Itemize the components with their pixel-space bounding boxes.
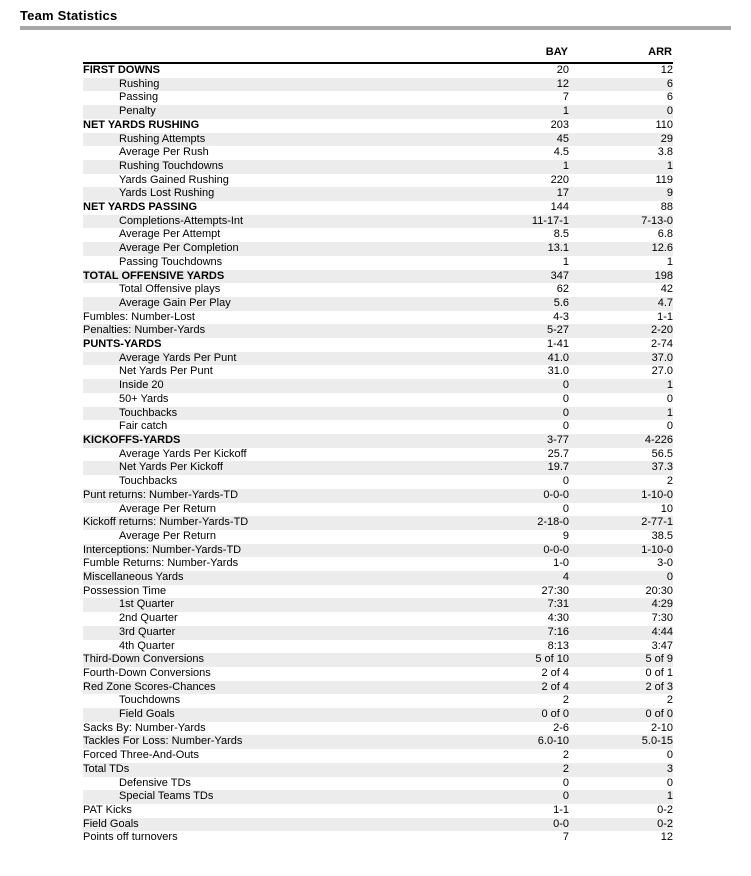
stat-value-arr: 4-226 xyxy=(644,433,673,446)
stat-value-bay: 2-6 xyxy=(553,721,569,734)
stat-value-arr: 12 xyxy=(660,831,673,844)
table-row xyxy=(83,434,673,448)
stat-value-arr: 0 xyxy=(666,420,673,433)
stat-value-arr: 38.5 xyxy=(651,529,673,542)
stat-label: Average Per Return xyxy=(119,529,217,542)
stat-value-bay: 4 xyxy=(562,571,569,584)
stat-value-arr: 3.8 xyxy=(657,146,673,159)
stat-value-arr: 27.0 xyxy=(651,365,673,378)
stat-value-arr: 0-2 xyxy=(657,803,673,816)
table-row xyxy=(83,105,673,119)
stat-value-bay: 5.6 xyxy=(553,296,569,309)
table-row xyxy=(83,708,673,722)
stat-value-bay: 203 xyxy=(550,118,569,131)
stat-value-bay: 7:16 xyxy=(547,625,569,638)
stat-value-bay: 20 xyxy=(556,64,569,76)
stat-label: Forced Three-And-Outs xyxy=(83,749,199,762)
table-row xyxy=(83,749,673,763)
table-row xyxy=(83,653,673,667)
stat-value-arr: 2-10 xyxy=(650,721,673,734)
stat-label: Defensive TDs xyxy=(119,776,191,789)
stat-value-bay: 6.0-10 xyxy=(537,735,569,748)
stat-label: 4th Quarter xyxy=(119,639,175,652)
table-row xyxy=(83,324,673,338)
stat-label: Field Goals xyxy=(119,708,175,721)
table-row xyxy=(83,667,673,681)
table-row xyxy=(83,585,673,599)
stat-value-arr: 2 of 3 xyxy=(645,680,673,693)
stat-label: 50+ Yards xyxy=(119,392,169,405)
stat-value-arr: 20:30 xyxy=(645,584,673,597)
table-row xyxy=(83,352,673,366)
stat-value-bay: 8.5 xyxy=(553,228,569,241)
stat-label: Net Yards Per Kickoff xyxy=(119,461,223,474)
stat-value-arr: 37.3 xyxy=(651,461,673,474)
stat-label: Points off turnovers xyxy=(83,831,178,844)
stat-value-bay: 5-27 xyxy=(546,324,569,337)
table-row xyxy=(83,215,673,229)
stat-label: Average Gain Per Play xyxy=(119,296,231,309)
stat-value-bay: 45 xyxy=(556,132,569,145)
table-row xyxy=(83,297,673,311)
table-row xyxy=(83,777,673,791)
table-row xyxy=(83,78,673,92)
table-row xyxy=(83,270,673,284)
stat-value-arr: 3-0 xyxy=(657,557,673,570)
table-row xyxy=(83,187,673,201)
stat-value-bay: 19.7 xyxy=(547,461,569,474)
stat-label: Rushing Attempts xyxy=(119,132,206,145)
stat-value-arr: 0 xyxy=(666,105,673,118)
table-row xyxy=(83,91,673,105)
stat-value-bay: 0 xyxy=(562,406,569,419)
stat-value-arr: 1 xyxy=(666,159,673,172)
table-row xyxy=(83,763,673,777)
stat-value-bay: 1-0 xyxy=(553,557,569,570)
stat-label: Special Teams TDs xyxy=(119,790,214,803)
stat-label: PUNTS-YARDS xyxy=(83,338,162,351)
stat-value-arr: 6 xyxy=(666,91,673,104)
stat-value-arr: 1 xyxy=(666,255,673,268)
stat-value-bay: 7:31 xyxy=(547,598,569,611)
table-row xyxy=(83,119,673,133)
stat-value-bay: 2 xyxy=(562,762,569,775)
stat-label: Red Zone Scores-Chances xyxy=(83,680,216,693)
stat-value-bay: 0 xyxy=(562,475,569,488)
stat-value-arr: 0 of 0 xyxy=(645,708,673,721)
stat-value-arr: 1-10-0 xyxy=(641,543,673,556)
stat-label: Interceptions: Number-Yards-TD xyxy=(83,543,242,556)
stat-label: Fumble Returns: Number-Yards xyxy=(83,557,239,570)
stat-value-bay: 2-18-0 xyxy=(537,516,569,529)
stat-value-bay: 0 xyxy=(562,502,569,515)
table-row xyxy=(83,160,673,174)
table-row xyxy=(83,379,673,393)
table-row xyxy=(83,311,673,325)
stat-label: Total Offensive plays xyxy=(119,283,221,296)
stat-value-bay: 1 xyxy=(562,255,569,268)
stat-label: Average Yards Per Kickoff xyxy=(119,447,247,460)
stat-value-arr: 0 xyxy=(666,571,673,584)
stat-value-bay: 4:30 xyxy=(547,612,569,625)
stat-value-arr: 5.0-15 xyxy=(641,735,673,748)
stat-value-arr: 37.0 xyxy=(651,351,673,364)
stat-value-bay: 0-0-0 xyxy=(543,488,569,501)
table-row xyxy=(83,735,673,749)
stat-value-bay: 2 of 4 xyxy=(541,666,569,679)
stat-label: Average Per Attempt xyxy=(119,228,221,241)
table-row xyxy=(83,694,673,708)
stat-label: 2nd Quarter xyxy=(119,612,178,625)
stat-value-bay: 220 xyxy=(550,173,569,186)
table-row xyxy=(83,530,673,544)
stat-value-arr: 1-1 xyxy=(657,310,673,323)
stat-label: Passing Touchdowns xyxy=(119,255,223,268)
stat-label: Total TDs xyxy=(83,762,130,775)
table-row xyxy=(83,681,673,695)
stat-label: Passing xyxy=(119,91,159,104)
stat-label: Penalties: Number-Yards xyxy=(83,324,206,337)
table-row xyxy=(83,365,673,379)
team-statistics-page xyxy=(0,8,751,845)
stat-value-arr: 1 xyxy=(666,406,673,419)
stat-label: Possession Time xyxy=(83,584,167,597)
table-row xyxy=(83,557,673,571)
stat-value-arr: 1 xyxy=(666,790,673,803)
stat-label: 1st Quarter xyxy=(119,598,175,611)
stat-value-bay: 25.7 xyxy=(547,447,569,460)
stat-value-arr: 29 xyxy=(660,132,673,145)
stat-value-arr: 2 xyxy=(666,694,673,707)
stat-value-arr: 0 xyxy=(666,392,673,405)
stat-value-bay: 1 xyxy=(562,105,569,118)
table-row xyxy=(83,612,673,626)
stat-value-bay: 27:30 xyxy=(541,584,569,597)
title-divider xyxy=(20,26,731,30)
stat-value-arr: 4.7 xyxy=(657,296,673,309)
stat-label: Fourth-Down Conversions xyxy=(83,666,211,679)
table-row xyxy=(83,283,673,297)
stat-value-arr: 0 xyxy=(666,776,673,789)
stat-value-arr: 1 xyxy=(666,379,673,392)
stat-label: Tackles For Loss: Number-Yards xyxy=(83,735,243,748)
table-row xyxy=(83,407,673,421)
table-row xyxy=(83,242,673,256)
stat-value-bay: 9 xyxy=(562,529,569,542)
table-row xyxy=(83,503,673,517)
stat-value-bay: 13.1 xyxy=(547,242,569,255)
stat-label: KICKOFFS-YARDS xyxy=(83,433,181,446)
stat-value-bay: 2 of 4 xyxy=(541,680,569,693)
stat-label: NET YARDS RUSHING xyxy=(83,118,200,131)
stat-label: 3rd Quarter xyxy=(119,625,176,638)
stat-label: Average Yards Per Punt xyxy=(119,351,237,364)
stat-value-arr: 10 xyxy=(660,502,673,515)
stat-value-arr: 2-74 xyxy=(650,338,673,351)
stat-value-arr: 0-2 xyxy=(657,817,673,830)
stat-value-bay: 41.0 xyxy=(547,351,569,364)
stat-value-bay: 62 xyxy=(556,283,569,296)
stat-value-bay: 8:13 xyxy=(547,639,569,652)
stat-value-bay: 0-0-0 xyxy=(543,543,569,556)
stat-value-arr: 12 xyxy=(660,64,673,76)
stat-label: Third-Down Conversions xyxy=(83,653,205,666)
stat-label: Fair catch xyxy=(119,420,168,433)
table-row xyxy=(83,626,673,640)
table-header-row xyxy=(83,42,673,63)
table-row xyxy=(83,461,673,475)
stat-label: Kickoff returns: Number-Yards-TD xyxy=(83,516,249,529)
stat-value-bay: 144 xyxy=(550,201,569,214)
stat-value-bay: 0 xyxy=(562,420,569,433)
stat-label: Punt returns: Number-Yards-TD xyxy=(83,488,239,501)
stat-label: Rushing xyxy=(119,77,160,90)
stat-value-arr: 4:44 xyxy=(651,625,673,638)
stat-value-bay: 4.5 xyxy=(553,146,569,159)
stat-value-arr: 12.6 xyxy=(651,242,673,255)
table-row xyxy=(83,448,673,462)
table-row xyxy=(83,228,673,242)
table-row xyxy=(83,420,673,434)
stat-value-bay: 11-17-1 xyxy=(531,214,569,227)
table-row xyxy=(83,393,673,407)
stat-label: FIRST DOWNS xyxy=(83,64,160,76)
stat-value-arr: 119 xyxy=(655,173,673,186)
stat-label: Yards Lost Rushing xyxy=(119,187,215,200)
stat-label: Average Per Completion xyxy=(119,242,239,255)
stat-value-bay: 7 xyxy=(562,91,569,104)
stat-value-arr: 6.8 xyxy=(657,228,673,241)
table-row xyxy=(83,256,673,270)
stat-label: Completions-Attempts-Int xyxy=(119,214,244,227)
stat-label: Touchdowns xyxy=(119,694,181,707)
stat-value-bay: 0 xyxy=(562,790,569,803)
stat-label: Average Per Rush xyxy=(119,146,209,159)
stat-value-arr: 2-20 xyxy=(650,324,673,337)
stat-value-arr: 3 xyxy=(666,762,673,775)
table-row xyxy=(83,201,673,215)
table-row xyxy=(83,571,673,585)
stat-value-arr: 3:47 xyxy=(651,639,673,652)
stat-value-arr: 42 xyxy=(660,283,673,296)
stat-value-arr: 1-10-0 xyxy=(641,488,673,501)
table-row xyxy=(83,516,673,530)
stat-value-bay: 2 xyxy=(562,694,569,707)
table-row xyxy=(83,133,673,147)
stat-value-bay: 1-1 xyxy=(553,803,569,816)
stat-value-bay: 1-41 xyxy=(546,338,569,351)
stat-name-column-header xyxy=(83,42,481,63)
table-row xyxy=(83,475,673,489)
table-row xyxy=(83,174,673,188)
table-row xyxy=(83,489,673,503)
stat-value-bay: 4-3 xyxy=(553,310,569,323)
table-row xyxy=(83,146,673,160)
stat-label: NET YARDS PASSING xyxy=(83,201,198,214)
stat-value-bay: 0 xyxy=(562,392,569,405)
stat-label: Average Per Return xyxy=(119,502,217,515)
table-row xyxy=(83,598,673,612)
stat-value-arr: 0 of 1 xyxy=(645,666,673,679)
stat-value-arr: 88 xyxy=(660,201,673,214)
stat-label: Sacks By: Number-Yards xyxy=(83,721,206,734)
stat-label: Fumbles: Number-Lost xyxy=(83,310,195,323)
stat-label: Field Goals xyxy=(83,817,139,830)
stat-value-bay: 0 of 0 xyxy=(541,708,569,721)
stat-value-bay: 0 xyxy=(562,379,569,392)
stat-label: Yards Gained Rushing xyxy=(119,173,229,186)
stat-value-bay: 12 xyxy=(556,77,569,90)
stat-value-arr: 2 xyxy=(666,475,673,488)
stat-value-arr: 4:29 xyxy=(651,598,673,611)
stat-label: Rushing Touchdowns xyxy=(119,159,224,172)
table-row xyxy=(83,640,673,654)
stat-label: PAT Kicks xyxy=(83,803,132,816)
stat-value-bay: 2 xyxy=(562,749,569,762)
stat-value-arr: 198 xyxy=(654,269,673,282)
stat-value-bay: 7 xyxy=(562,831,569,844)
team-statistics-table xyxy=(83,42,673,845)
table-row xyxy=(83,831,673,845)
stat-value-arr: 56.5 xyxy=(651,447,673,460)
table-row xyxy=(83,722,673,736)
stat-label: Penalty xyxy=(119,105,156,118)
stat-value-bay: 347 xyxy=(550,269,569,282)
stat-value-bay: 0 xyxy=(562,776,569,789)
stat-value-arr: 5 of 9 xyxy=(645,653,673,666)
stat-label: Miscellaneous Yards xyxy=(83,571,184,584)
stat-label: Net Yards Per Punt xyxy=(119,365,213,378)
stat-label: Inside 20 xyxy=(119,379,164,392)
stat-value-bay: 31.0 xyxy=(547,365,569,378)
stat-value-bay: 5 of 10 xyxy=(535,653,569,666)
table-row xyxy=(83,818,673,832)
stat-value-arr: 110 xyxy=(655,118,673,131)
column-header-bay: BAY xyxy=(481,42,569,63)
column-header-arr: ARR xyxy=(569,42,673,63)
stat-value-arr: 0 xyxy=(666,749,673,762)
stat-value-bay: 1 xyxy=(562,159,569,172)
stat-value-arr: 9 xyxy=(666,187,673,200)
stat-value-bay: 3-77 xyxy=(546,433,569,446)
table-row xyxy=(83,63,673,78)
stat-label: TOTAL OFFENSIVE YARDS xyxy=(83,269,225,282)
stat-value-arr: 7:30 xyxy=(651,612,673,625)
stat-value-bay: 0-0 xyxy=(553,817,569,830)
stat-value-arr: 2-77-1 xyxy=(641,516,673,529)
table-row xyxy=(83,544,673,558)
table-row xyxy=(83,338,673,352)
stat-label: Touchbacks xyxy=(119,475,178,488)
stat-value-bay: 17 xyxy=(556,187,569,200)
table-row xyxy=(83,790,673,804)
stat-label: Touchbacks xyxy=(119,406,178,419)
page-title: Team Statistics xyxy=(20,8,118,23)
stat-value-arr: 6 xyxy=(666,77,673,90)
table-row xyxy=(83,804,673,818)
stat-value-arr: 7-13-0 xyxy=(641,214,673,227)
